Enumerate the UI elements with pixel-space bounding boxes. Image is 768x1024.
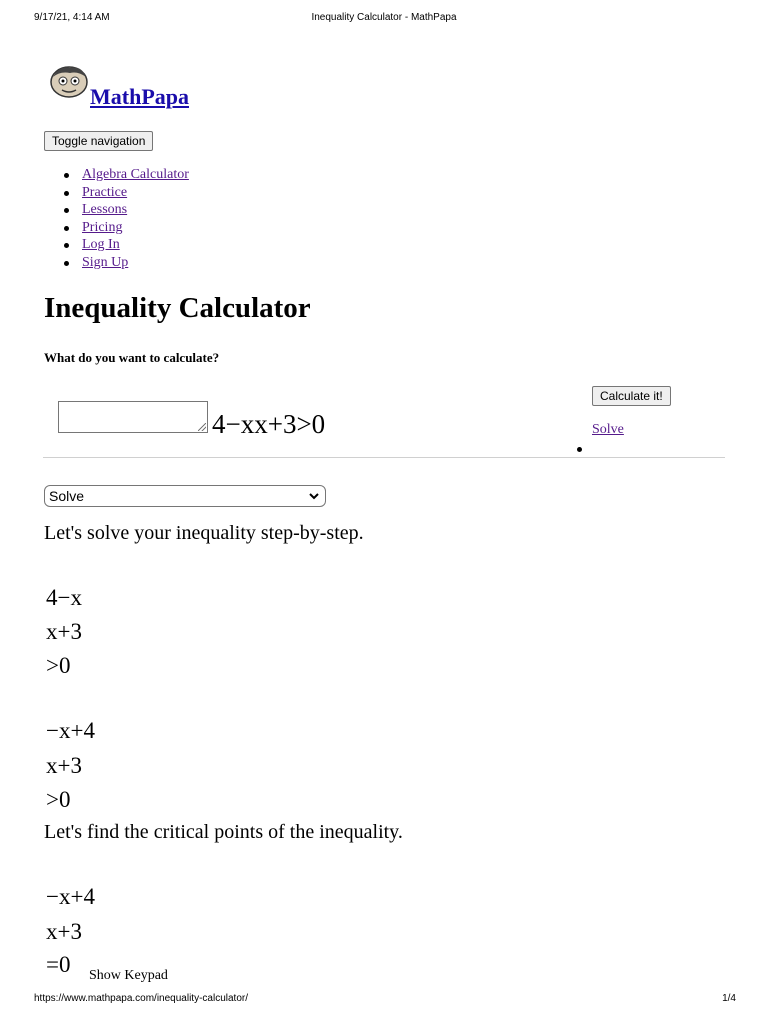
nav-item-log-in: [64, 236, 189, 254]
nav-link-sign-up[interactable]: Sign Up: [82, 254, 129, 270]
step3-numerator: −x+4: [46, 884, 95, 909]
nav-item-algebra-calculator: [64, 166, 189, 184]
critical-points-text: Let's find the critical points of the inequality.: [44, 821, 403, 843]
rendered-expression: 4−xx+3>0: [212, 409, 326, 439]
nav-item-lessons: [64, 201, 189, 219]
step1-numerator: 4−x: [46, 585, 82, 610]
step2-numerator: −x+4: [46, 718, 95, 743]
nav-link-lessons[interactable]: Lessons: [82, 202, 128, 217]
print-header: [0, 12, 768, 28]
step1-relation: >0: [46, 653, 71, 678]
print-footer: [0, 993, 768, 1009]
calculate-button[interactable]: Calculate it!: [592, 386, 671, 406]
steps-intro: Let's solve your inequality step-by-step.: [44, 522, 364, 544]
calculate-prompt: What do you want to calculate?: [44, 350, 220, 365]
main-nav: [64, 166, 189, 271]
nav-link-log-in[interactable]: Log In: [82, 237, 120, 252]
mode-select[interactable]: [44, 485, 326, 507]
nav-link-algebra-calculator[interactable]: Algebra Calculator: [82, 167, 189, 182]
mode-select-value: Solve: [49, 488, 85, 504]
step2-relation: >0: [46, 787, 71, 812]
step1-denominator: x+3: [46, 619, 82, 644]
nav-link-pricing[interactable]: Pricing: [82, 219, 123, 235]
print-page-number: 1/4: [722, 993, 736, 1004]
toggle-navigation-button[interactable]: Toggle navigation: [44, 131, 153, 151]
chevron-down-icon: [307, 486, 321, 506]
print-datetime: 9/17/21, 4:14 AM: [34, 12, 110, 23]
nav-item-pricing: [64, 219, 189, 237]
nav-link-practice[interactable]: Practice: [82, 184, 128, 200]
show-keypad-button[interactable]: Show Keypad: [89, 968, 168, 983]
nav-item-sign-up: [64, 254, 189, 272]
brand-link[interactable]: MathPapa: [90, 84, 189, 109]
nav-item-practice: [64, 184, 189, 202]
divider: [43, 457, 725, 458]
mathpapa-mascot-icon[interactable]: [48, 62, 90, 100]
print-url: https://www.mathpapa.com/inequality-calculator/: [34, 993, 248, 1004]
resize-grip-icon[interactable]: [198, 423, 206, 431]
print-doc-title: Inequality Calculator - MathPapa: [311, 12, 457, 23]
list-bullet: [577, 447, 582, 452]
page-title: Inequality Calculator: [44, 292, 311, 324]
expression-input[interactable]: [58, 401, 208, 433]
step2-denominator: x+3: [46, 753, 82, 778]
solve-link[interactable]: Solve: [592, 422, 624, 437]
step3-denominator: x+3: [46, 919, 82, 944]
step3-relation: =0: [46, 952, 71, 972]
